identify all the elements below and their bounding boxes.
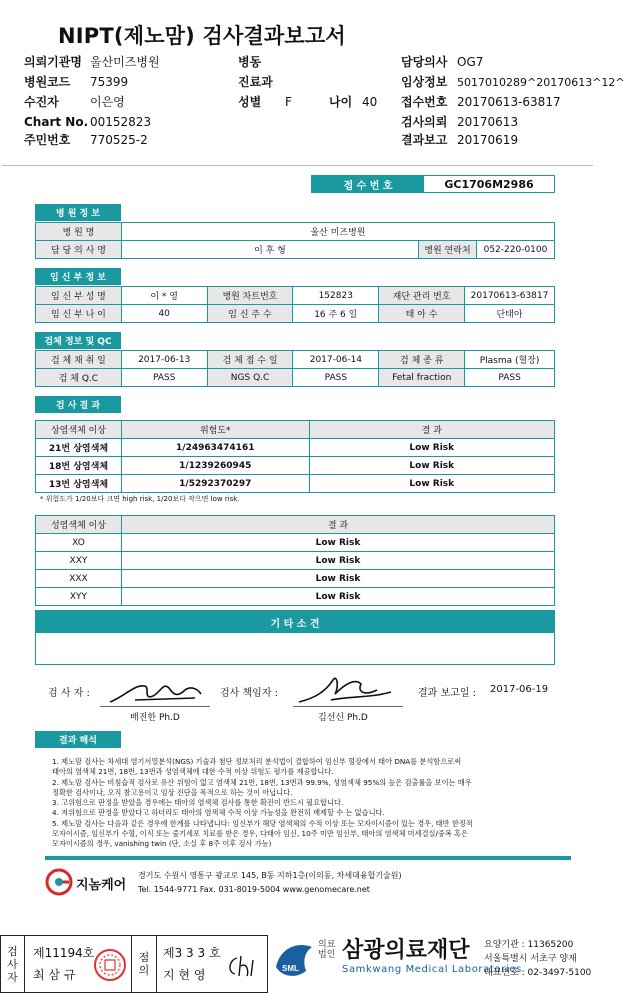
- confirm-signature: [225, 952, 259, 980]
- cell: 태 아 수: [379, 305, 465, 323]
- column-header: 결 과: [121, 516, 554, 534]
- header-left-2: 수진자 이은영: [24, 95, 125, 109]
- cell: Low Risk: [121, 534, 554, 552]
- confirm-vertical-cell: [131, 936, 157, 992]
- cell: Fetal fraction: [379, 369, 465, 387]
- cell: 20170613-63817: [465, 287, 555, 305]
- cell: 병원 차트번호: [207, 287, 293, 305]
- manager-name: 김선신 Ph.D: [318, 713, 368, 723]
- hospital-table: [35, 222, 555, 259]
- lab-english-name: Samkwang Medical Laboratories: [342, 964, 522, 975]
- header-right-2: 접수번호 20170613-63817: [401, 95, 561, 109]
- cell: Low Risk: [309, 475, 554, 493]
- header-left-1: 병원코드 75399: [24, 75, 129, 89]
- lab-name: 삼광의료재단: [342, 938, 470, 963]
- cell: 임 신 부 나 이: [36, 305, 122, 323]
- note-line: 1. 제노맘 검사는 차세대 염기서열분석(NGS) 기술과 첨단 정보처리 분석법이 결합하여 임신부 혈장에서 태아 DNA를 분석함으로써: [52, 757, 462, 766]
- note-line: 태아의 염색체 21번, 18번, 13번과 성염색체에 대한 수적 이상 위험도 평가를 제공합니다.: [52, 767, 334, 777]
- table-row: [36, 588, 555, 606]
- footer-divider: [45, 856, 571, 860]
- lab-info: [484, 938, 591, 980]
- tester-label: 검 사 자 :: [48, 688, 90, 699]
- manager-sign-line: [293, 706, 403, 707]
- header-sex: 성별 F: [238, 95, 292, 109]
- hospital-phone: 052-220-0100: [477, 241, 555, 259]
- header-right-1: 임상정보 5017010289^20170613^12^: [401, 75, 625, 89]
- column-header: 상염색체 이상: [36, 421, 122, 439]
- vertical-char: 의: [138, 964, 150, 977]
- cell: Low Risk: [121, 570, 554, 588]
- cell: 152823: [293, 287, 379, 305]
- doctor-label: 담 당 의 사 명: [36, 241, 122, 259]
- accept-number-box: [311, 175, 555, 193]
- hospital-phone-label: 병원 연락처: [419, 241, 477, 259]
- cell: PASS: [121, 369, 207, 387]
- table-row: [36, 439, 555, 457]
- company-contact: Tel. 1544-9771 Fax. 031-8019-5004 www.genomecare.net: [138, 885, 370, 894]
- lab-sub-line: 의료: [318, 940, 336, 950]
- interpretation-notes: [52, 757, 562, 850]
- report-date-label: 결과 보고일 :: [418, 688, 477, 699]
- cell: 2017-06-13: [121, 351, 207, 369]
- specimen-row: [36, 351, 555, 369]
- tester-sign-line: [100, 706, 210, 707]
- cell: 검 체 Q.C: [36, 369, 122, 387]
- vertical-char: 자: [7, 970, 18, 984]
- autosome-header-row: [36, 421, 555, 439]
- confirm-stamp-name: 지 현 영: [163, 968, 206, 982]
- note-line: 정확한 검사이나, 오직 참고용이고 임상 진단을 목적으로 하는 것이 아닙니다.: [52, 787, 293, 797]
- cell: Low Risk: [121, 552, 554, 570]
- cell: PASS: [293, 369, 379, 387]
- header-left-4: 주민번호 770525-2: [24, 133, 148, 147]
- other-findings-label: 기 타 소 견: [36, 611, 554, 633]
- note-line: 모자이시즘의 경우, vanishing twin (단, 소실 후 8주 이후 검사 가능): [52, 839, 272, 849]
- vertical-char: 검: [7, 944, 18, 958]
- cell: XYY: [36, 588, 122, 606]
- other-findings-box: [35, 610, 555, 665]
- cell: 임 신 부 성 명: [36, 287, 122, 305]
- report-date: 2017-06-19: [490, 684, 549, 695]
- doctor-name: 이 후 형: [121, 241, 418, 259]
- cell: XXX: [36, 570, 122, 588]
- cell: 1/24963474161: [121, 439, 309, 457]
- results-section-label: 검 사 결 과: [35, 396, 121, 413]
- cell: 검 체 종 류: [379, 351, 465, 369]
- cell: 21번 상염색체: [36, 439, 122, 457]
- table-row: [36, 552, 555, 570]
- header-left-0: 의뢰기관명 울산미즈병원: [24, 55, 160, 69]
- pregnant-row: [36, 305, 555, 323]
- note-line: 5. 제노맘 검사는 다음과 같은 경우에 한계를 나타냅니다: 임신부가 해당 염색체의 수적 이상 또는 모자이시즘이 있는 경우, 태반 한정적: [52, 818, 473, 828]
- vertical-char: 사: [7, 957, 18, 971]
- cell: 1/5292370297: [121, 475, 309, 493]
- header-left-3: Chart No. 00152823: [24, 115, 152, 129]
- column-header: 결 과: [309, 421, 554, 439]
- header-age: 나이 40: [329, 95, 378, 109]
- cell: NGS Q.C: [207, 369, 293, 387]
- pregnant-row: [36, 287, 555, 305]
- specimen-section-label: 검체 정보 및 QC: [35, 332, 121, 349]
- signature-stamp-box: [0, 935, 268, 993]
- sex-header-row: [36, 516, 555, 534]
- cell: 단태아: [465, 305, 555, 323]
- header-right-0: 담당의사 OG7: [401, 55, 484, 69]
- hospital-section-label: 병 원 정 보: [35, 204, 121, 221]
- table-row: [36, 534, 555, 552]
- lab-info-line: 서울특별시 서초구 양재: [484, 954, 577, 964]
- header-right-4: 결과보고 20170619: [401, 133, 519, 147]
- company-name: 지놈케어: [76, 878, 127, 893]
- accept-number-label: 접 수 번 호: [312, 176, 424, 192]
- interpretation-section-label: 결과 해석: [35, 731, 121, 748]
- seal-stamp-icon: [93, 948, 127, 982]
- report-title: NIPT(제노맘) 검사결과보고서: [58, 24, 346, 48]
- cell: Low Risk: [309, 439, 554, 457]
- sex-chromosome-table: [35, 515, 555, 606]
- cell: Low Risk: [309, 457, 554, 475]
- cell: XXY: [36, 552, 122, 570]
- risk-footnote: * 위험도가 1/20보다 크면 high risk, 1/20보다 작으면 low risk.: [40, 495, 240, 503]
- cell: 임 신 주 수: [207, 305, 293, 323]
- lab-sub-line: 법인: [318, 950, 336, 960]
- table-row: [36, 570, 555, 588]
- cell: 검 체 접 수 일: [207, 351, 293, 369]
- table-row: [36, 457, 555, 475]
- genomecare-logo-icon: [45, 868, 73, 896]
- accept-number-value: GC1706M2986: [444, 177, 534, 191]
- cell: 40: [121, 305, 207, 323]
- pregnant-section-label: 임 신 부 정 보: [35, 268, 121, 285]
- table-row: [36, 475, 555, 493]
- header-ward: 병동: [238, 55, 262, 69]
- column-header: 성염색체 이상: [36, 516, 122, 534]
- cell: XO: [36, 534, 122, 552]
- svg-text:SML: SML: [282, 964, 299, 973]
- note-line: 모자이시즘, 임신부가 수혈, 이식 또는 줄기세포 치료를 받은 경우, 다태아 임신, 10주 미만 임신부, 태아의 염색체 미세결실/중복 혹은: [52, 829, 468, 839]
- note-line: 4. 저위험으로 판정을 받았다고 하더라도 태아의 염색체 수적 이상 가능성을 완전히 배제할 수 는 없습니다.: [52, 808, 385, 818]
- company-address: 경기도 수원시 영통구 광교로 145, B동 지하1층(이의동, 차세대융합기술원): [138, 871, 402, 880]
- tester-stamp-name: 최 삼 규: [33, 968, 76, 982]
- tester-name: 배진한 Ph.D: [130, 713, 180, 723]
- lab-info-line: 요양기관 : 11365200: [484, 940, 574, 950]
- cell: Plasma (혈장): [465, 351, 555, 369]
- hospital-name-label: 병 원 명: [36, 223, 122, 241]
- specimen-table: [35, 350, 555, 387]
- sml-logo-icon: [272, 937, 318, 983]
- tester-signature: [105, 676, 205, 706]
- column-header: 위험도*: [121, 421, 309, 439]
- cell: 1/1239260945: [121, 457, 309, 475]
- lab-info-line: 대표번호 : 02-3497-5100: [484, 968, 592, 978]
- cell: 16 주 6 일: [293, 305, 379, 323]
- cell: 13번 상염색체: [36, 475, 122, 493]
- note-line: 3. 고위험으로 판정을 받았을 경우에는 태아의 염색체 검사를 통한 확진이 반드시 필요합니다.: [52, 798, 344, 808]
- note-line: 2. 제노맘 검사는 비침습적 검사로 유산 위험이 없고 염색체 21번, 18번, 13번과 99.9%, 성염색체 95%의 높은 검출률을 보이는 매우: [52, 777, 472, 787]
- header-right-3: 검사의뢰 20170613: [401, 115, 519, 129]
- manager-label: 검사 책임자 :: [220, 688, 279, 699]
- cell: 18번 상염색체: [36, 457, 122, 475]
- cell: 검 체 채 취 일: [36, 351, 122, 369]
- autosome-table: [35, 420, 555, 493]
- cell: 재단 관리 번호: [379, 287, 465, 305]
- tester-license-no: 제11194호: [33, 946, 95, 960]
- pregnant-table: [35, 286, 555, 323]
- vertical-char: 점: [138, 951, 150, 964]
- hospital-name: 울산 미즈병원: [121, 223, 554, 241]
- cell: 이 * 영: [121, 287, 207, 305]
- cell: 2017-06-14: [293, 351, 379, 369]
- tester-vertical-cell: [1, 936, 25, 992]
- header-dept: 진료과: [238, 75, 273, 89]
- cell: Low Risk: [121, 588, 554, 606]
- confirm-license-no: 제3 3 3 호: [163, 946, 221, 960]
- lab-corporate-label: [318, 940, 335, 960]
- cell: PASS: [465, 369, 555, 387]
- specimen-row: [36, 369, 555, 387]
- manager-signature: [295, 670, 395, 706]
